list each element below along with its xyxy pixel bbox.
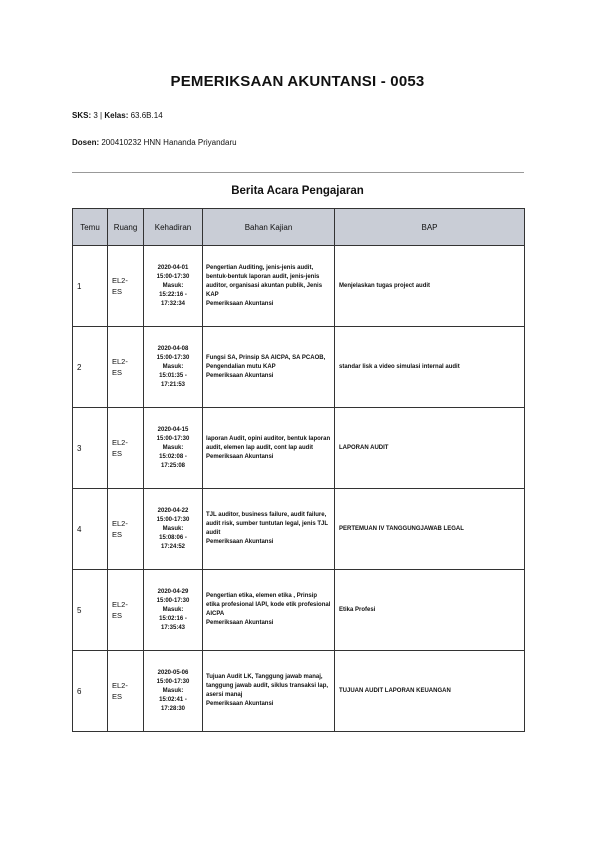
kehadiran-line: 2020-04-29 xyxy=(157,588,189,595)
cell-bahan-kajian: laporan Audit, opini auditor, bentuk laporan audit, elemen lap audit, cont lap audit Pemeriksaan Akuntansi xyxy=(203,408,335,489)
kelas-label: Kelas: xyxy=(104,111,129,120)
kehadiran-line: 15:00-17:30 xyxy=(156,678,190,685)
table-row xyxy=(73,570,525,651)
kelas-value: 63.6B.14 xyxy=(130,111,163,120)
kehadiran-line: 15:00-17:30 xyxy=(156,516,190,523)
kehadiran-line: 15:08:06 - xyxy=(159,534,187,541)
cell-kehadiran xyxy=(144,327,203,408)
column-header-temu: Temu xyxy=(73,209,108,246)
table-body xyxy=(73,246,525,732)
kehadiran-line: 15:00-17:30 xyxy=(156,597,190,604)
kehadiran-line: Masuk: xyxy=(162,525,184,532)
section-title: Berita Acara Pengajaran xyxy=(231,185,364,197)
cell-bap: Menjelaskan tugas project audit xyxy=(335,246,525,327)
cell-temu: 4 xyxy=(73,489,108,570)
cell-ruang: EL2- ES xyxy=(108,408,144,489)
cell-bahan-kajian: Pengertian Auditing, jenis-jenis audit, bentuk-bentuk laporan audit, jenis-jenis auditor, organisasi akuntan publik, Jenis KAP Pemeriksaan Akuntansi xyxy=(203,246,335,327)
kehadiran-line: Masuk: xyxy=(162,606,184,613)
kehadiran-line: 2020-04-01 xyxy=(157,264,189,271)
kehadiran-line: 17:21:53 xyxy=(160,381,186,388)
page-title: PEMERIKSAAN AKUNTANSI - 0053 xyxy=(170,73,425,90)
column-header-bap: BAP xyxy=(335,209,525,246)
kehadiran-line: 2020-04-22 xyxy=(157,507,189,514)
cell-kehadiran xyxy=(144,246,203,327)
cell-bahan-kajian: Pengertian etika, elemen etika , Prinsip etika profesional IAPI, kode etik profesional AICPA Pemeriksaan Akuntansi xyxy=(203,570,335,651)
cell-bap: standar lisk a video simulasi internal audit xyxy=(335,327,525,408)
divider xyxy=(72,172,524,173)
cell-bap: PERTEMUAN IV TANGGUNGJAWAB LEGAL xyxy=(335,489,525,570)
table-row xyxy=(73,408,525,489)
kehadiran-line: Masuk: xyxy=(162,444,184,451)
cell-ruang: EL2- ES xyxy=(108,246,144,327)
cell-kehadiran xyxy=(144,489,203,570)
cell-kehadiran xyxy=(144,570,203,651)
kehadiran-line: 15:02:41 - xyxy=(159,696,187,703)
kehadiran-line: 15:00-17:30 xyxy=(156,354,190,361)
cell-bahan-kajian: Tujuan Audit LK, Tanggung jawab manaj, tanggung jawab audit, siklus transaksi lap, asersi manaj Pemeriksaan Akuntansi xyxy=(203,651,335,732)
kehadiran-line: 15:22:16 - xyxy=(159,291,187,298)
kehadiran-line: 15:01:35 - xyxy=(159,372,187,379)
table-row xyxy=(73,489,525,570)
cell-temu: 1 xyxy=(73,246,108,327)
cell-ruang: EL2- ES xyxy=(108,570,144,651)
cell-ruang: EL2- ES xyxy=(108,651,144,732)
table-row xyxy=(73,651,525,732)
separator: | xyxy=(100,111,103,120)
cell-temu: 2 xyxy=(73,327,108,408)
cell-bahan-kajian: TJL auditor, business failure, audit failure, audit risk, sumber tuntutan legal, jenis TJL audit Pemeriksaan Akuntansi xyxy=(203,489,335,570)
kehadiran-line: 15:00-17:30 xyxy=(156,435,190,442)
cell-bap: TUJUAN AUDIT LAPORAN KEUANGAN xyxy=(335,651,525,732)
cell-kehadiran xyxy=(144,408,203,489)
cell-ruang: EL2- ES xyxy=(108,489,144,570)
kehadiran-line: 2020-04-15 xyxy=(157,426,189,433)
cell-temu: 6 xyxy=(73,651,108,732)
cell-bahan-kajian: Fungsi SA, Prinsip SA AICPA, SA PCAOB, Pengendalian mutu KAP Pemeriksaan Akuntansi xyxy=(203,327,335,408)
kehadiran-line: 2020-05-06 xyxy=(157,669,189,676)
course-info xyxy=(72,111,163,120)
table-row xyxy=(73,246,525,327)
kehadiran-line: Masuk: xyxy=(162,687,184,694)
cell-bap: Etika Profesi xyxy=(335,570,525,651)
kehadiran-line: 2020-04-08 xyxy=(157,345,189,352)
dosen-value: 200410232 HNN Hananda Priyandaru xyxy=(101,138,237,147)
cell-ruang: EL2- ES xyxy=(108,327,144,408)
column-header-ruang: Ruang xyxy=(108,209,144,246)
kehadiran-line: 15:02:08 - xyxy=(159,453,187,460)
table-header-row xyxy=(73,209,525,246)
cell-bap: LAPORAN AUDIT xyxy=(335,408,525,489)
kehadiran-line: 17:32:34 xyxy=(160,300,186,307)
kehadiran-line: 17:28:30 xyxy=(160,705,186,712)
cell-temu: 5 xyxy=(73,570,108,651)
cell-kehadiran xyxy=(144,651,203,732)
kehadiran-line: 15:00-17:30 xyxy=(156,273,190,280)
lecturer-info xyxy=(72,138,237,147)
kehadiran-line: 17:24:52 xyxy=(160,543,186,550)
sks-value: 3 xyxy=(93,111,98,120)
table-row xyxy=(73,327,525,408)
kehadiran-line: Masuk: xyxy=(162,282,184,289)
kehadiran-line: 17:25:08 xyxy=(160,462,186,469)
cell-temu: 3 xyxy=(73,408,108,489)
sks-label: SKS: xyxy=(72,111,92,120)
kehadiran-line: 15:02:16 - xyxy=(159,615,187,622)
column-header-bahan-kajian: Bahan Kajian xyxy=(203,209,335,246)
kehadiran-line: 17:35:43 xyxy=(160,624,186,631)
kehadiran-line: Masuk: xyxy=(162,363,184,370)
dosen-label: Dosen: xyxy=(72,138,100,147)
column-header-kehadiran: Kehadiran xyxy=(144,209,203,246)
bap-table xyxy=(72,208,525,732)
